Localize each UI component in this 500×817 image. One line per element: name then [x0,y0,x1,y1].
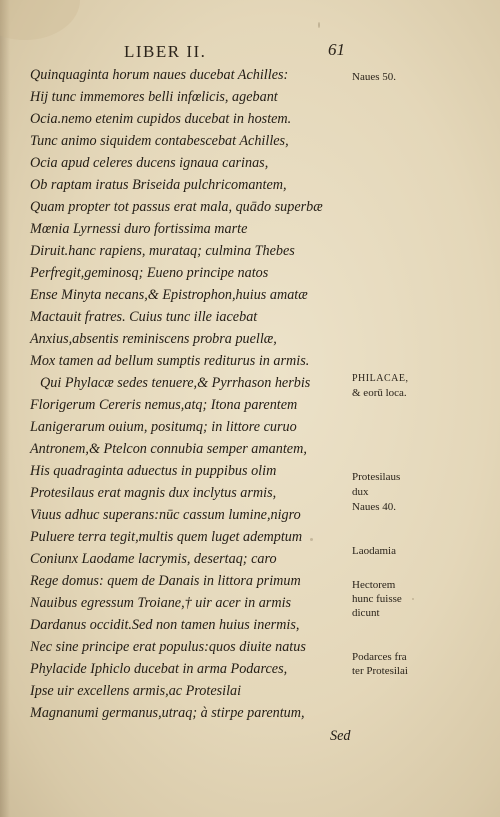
verse-line: Nauibus egressum Troiane,† uir acer in armis [30,595,292,611]
marginal-note: Podarces fra [352,651,407,663]
verse-line: Qui Phylacæ sedes tenuere,& Pyrrhason herbis [40,375,311,391]
gutter-shadow [0,0,10,817]
verse-line: Mox tamen ad bellum sumptis rediturus in armis. [30,353,310,369]
verse-line: Ocia apud celeres ducens ignaua carinas, [30,155,269,171]
verse-line: Antronem,& Ptelcon connubia semper amantem, [30,441,307,457]
marginal-note: hunc fuisse [352,593,402,605]
verse-line: Lanigerarum ouium, positumq; in littore curuo [30,419,297,435]
verse-line: Puluere terra tegit,multis quem luget ademptum [30,529,303,545]
verse-line: Anxius,absentis reminiscens probra puellæ, [30,331,277,347]
marginal-note: Hectorem [352,579,396,591]
verse-line: Ipse uir excellens armis,ac Protesilai [30,683,242,699]
verse-line: Mactauit fratres. Cuius tunc ille iacebat [30,309,258,325]
verse-line: Diruit.hanc rapiens, murataq; culmina Thebes [30,243,295,259]
verse-line: Perfregit,geminosq; Eueno principe natos [30,265,269,281]
marginal-note: Laodamia [352,545,396,557]
verse-line: Viuus adhuc superans:nūc cassum lumine,nigro [30,507,301,523]
marginal-note: dux [352,486,369,498]
marginal-note: PHILACAE, [352,373,409,384]
verse-line: Dardanus occidit.Sed non tamen huius inermis, [30,617,300,633]
verse-line: Rege domus: quem de Danais in littora primum [30,573,301,589]
verse-line: Coniunx Laodame lacrymis, desertaq; caro [30,551,277,567]
marginal-note: & eorū loca. [352,387,407,399]
verse-line: His quadraginta aduectus in puppibus olim [30,463,277,479]
catchword: Sed [330,728,351,744]
verse-line: Florigerum Cereris nemus,atq; Itona parentem [30,397,298,413]
verse-line: Nec sine principe erat populus:quos diuite natus [30,639,306,655]
ink-speck [310,538,313,541]
verse-line: Quam propter tot passus erat mala, quādo superbæ [30,199,323,215]
running-head: LIBER II. [124,42,207,61]
verse-line: Hij tunc immemores belli infœlicis, agebant [30,89,278,105]
verse-line: Quinquaginta horum naues ducebat Achilles: [30,67,289,83]
verse-line: Protesilaus erat magnis dux inclytus armis, [30,485,277,501]
folio-number: 61 [328,40,345,59]
verse-line: Phylacide Iphiclo ducebat in arma Podarces, [30,661,288,677]
marginal-note: Protesilaus [352,471,401,483]
ink-speck [318,22,320,28]
verse-line: Mœnia Lyrnessi duro fortissima marte [30,221,248,237]
verse-line: Ense Minyta necans,& Epistrophon,huius amatæ [30,287,308,303]
ink-speck [412,598,414,600]
marginal-note: Naues 40. [352,501,396,513]
verse-line: Ob raptam iratus Briseida pulchricomantem, [30,177,287,193]
marginal-note: dicunt [352,607,380,619]
verse-line: Tunc animo siquidem contabescebat Achilles, [30,133,289,149]
marginal-note: Naues 50. [352,71,396,83]
verse-line: Magnanumi germanus,utraq; à stirpe parentum, [30,705,305,721]
marginal-note: ter Protesilai [352,665,408,677]
verse-line: Ocia.nemo etenim cupidos ducebat in hostem. [30,111,292,127]
paper-stain [0,0,80,40]
